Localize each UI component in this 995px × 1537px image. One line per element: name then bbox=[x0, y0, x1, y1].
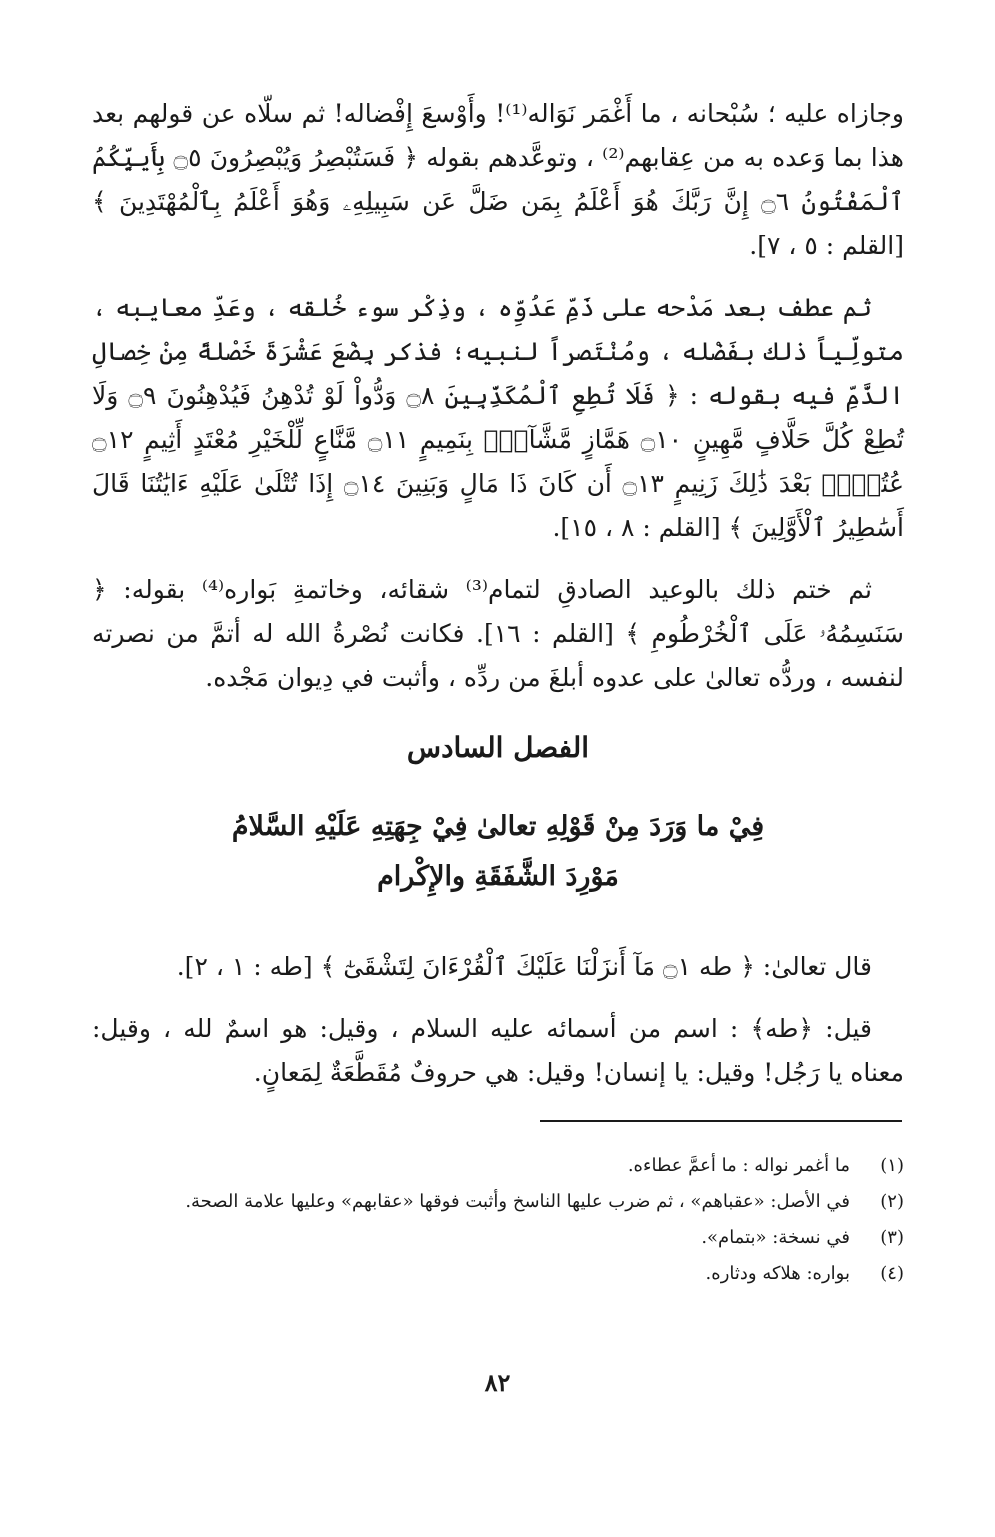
section-text-block bbox=[92, 945, 904, 1113]
footnote-item bbox=[92, 1150, 904, 1182]
footnote-item bbox=[92, 1258, 904, 1290]
footnote-text: في الأصل: «عقباهم» ، ثم ضرب عليها الناسخ وأثبت فوقها «عقابهم» وعليها علامة الصحة. bbox=[185, 1191, 850, 1212]
paragraph-1: وجازاه عليه ؛ سُبْحانه ، ما أَغْمَر نَوَاله⁽¹⁾! وأَوْسعَ إِفْضاله! ثم سلّاه عن قولهم بعد هذا بما وَعده به من عِقابهم⁽²⁾ ، وتوعَّدهم بقوله ﴿ فَسَتُبْصِرُ وَيُبْصِرُونَ ۝٥ بِأَييِّكُمُ ٱلْمَفْتُونُ ۝٦ إِنَّ رَبَّكَ هُوَ أَعْلَمُ بِمَن ضَلَّ عَن سَبِيلِهِۦ وَهُوَ أَعْلَمُ بِٱلْمُهْتَدِينَ ﴾ [القلم : ٥ ، ٧]. bbox=[92, 99, 904, 260]
footnote-number: (٢) bbox=[880, 1191, 904, 1212]
paragraph-3: ثم ختم ذلك بالوعيد الصادقِ لتمام⁽³⁾ شقائه، وخاتمةِ بَواره⁽⁴⁾ بقوله: ﴿ سَنَسِمُهُۥ عَلَى ٱلْخُرْطُومِ ﴾ [القلم : ١٦]. فكانت نُصْرةُ الله له أتمَّ من نصرته لنفسه ، وردُّه تعالىٰ على عدوه أبلغَ من ردِّه ، وأثبت في دِيوان مَجْده. bbox=[92, 575, 904, 692]
commentary-paragraph: قيل: ﴿طه﴾ : اسم من أسمائه عليه السلام ، وقيل: هو اسمٌ لله ، وقيل: معناه يا رَجُل! وقيل: يا إنسان! وقيل: هي حروفٌ مُقَطَّعَةٌ لِمَعانٍ. bbox=[92, 1014, 904, 1087]
footnote-text: ما أغمر نواله : ما أعمَّ عطاءه. bbox=[627, 1155, 850, 1176]
footnote-number: (٤) bbox=[880, 1263, 904, 1284]
footnote-divider bbox=[540, 1120, 902, 1122]
chapter-subtitle-line-1: فِيْ ما وَرَدَ مِنْ قَوْلِهِ تعالىٰ فِيْ جِهَتِهِ عَلَيْهِ السَّلامُ bbox=[231, 811, 765, 842]
footnote-item bbox=[92, 1222, 904, 1254]
main-text-block bbox=[92, 92, 904, 718]
page-number: ٨٢ bbox=[484, 1368, 511, 1397]
verse-paragraph: قال تعالىٰ: ﴿ طه ۝١ مَآ أَنزَلْنَا عَلَيْكَ ٱلْقُرْءَانَ لِتَشْقَىٰٓ ﴾ [طه : ١ ، ٢]. bbox=[176, 952, 872, 981]
footnote-text: بواره: هلاكه ودثاره. bbox=[705, 1263, 850, 1284]
footnote-number: (٣) bbox=[880, 1227, 904, 1248]
chapter-title: الفصل السادس bbox=[406, 731, 590, 764]
chapter-subtitle-line-2: مَوْرِدَ الشَّفَقَةِ والإِكْرام bbox=[377, 861, 619, 892]
footnote-number: (١) bbox=[880, 1155, 904, 1176]
chapter-subtitle bbox=[92, 802, 904, 902]
footnotes bbox=[92, 1150, 904, 1294]
paragraph-2: ثم عطف بعد مَدْحه على ذَمِّ عَدُوِّه ، وذِكْر سوء خُلقه ، وعَدِّ معايبه ، متولِّياً ذلك بفَضْله ، ومُنْتَصراً لنبيه؛ فذكر بِضْعَ عَشْرَةَ خَصْلةً مِنْ خِصالِ الذَّمِّ فيه بقوله : ﴿ فَلَا تُطِعِ ٱلْمُكَذِّبِينَ ۝٨ وَدُّواْ لَوْ تُدْهِنُ فَيُدْهِنُونَ ۝٩ وَلَا تُطِعْ كُلَّ حَلَّافٍ مَّهِينٍ ۝١٠ هَمَّازٍ مَّشَّآءِۭ بِنَمِيمٍ ۝١١ مَّنَّاعٍ لِّلْخَيْرِ مُعْتَدٍ أَثِيمٍ ۝١٢ عُتُلٍّۭ بَعْدَ ذَٰلِكَ زَنِيمٍ ۝١٣ أَن كَانَ ذَا مَالٍ وَبَنِينَ ۝١٤ إِذَا تُتْلَىٰ عَلَيْهِ ءَايَٰتُنَا قَالَ أَسَٰطِيرُ ٱلْأَوَّلِينَ ﴾ [القلم : ٨ ، ١٥]. bbox=[92, 293, 905, 542]
footnote-item bbox=[92, 1186, 904, 1218]
footnote-text: في نسخة: «بتمام». bbox=[701, 1227, 850, 1248]
